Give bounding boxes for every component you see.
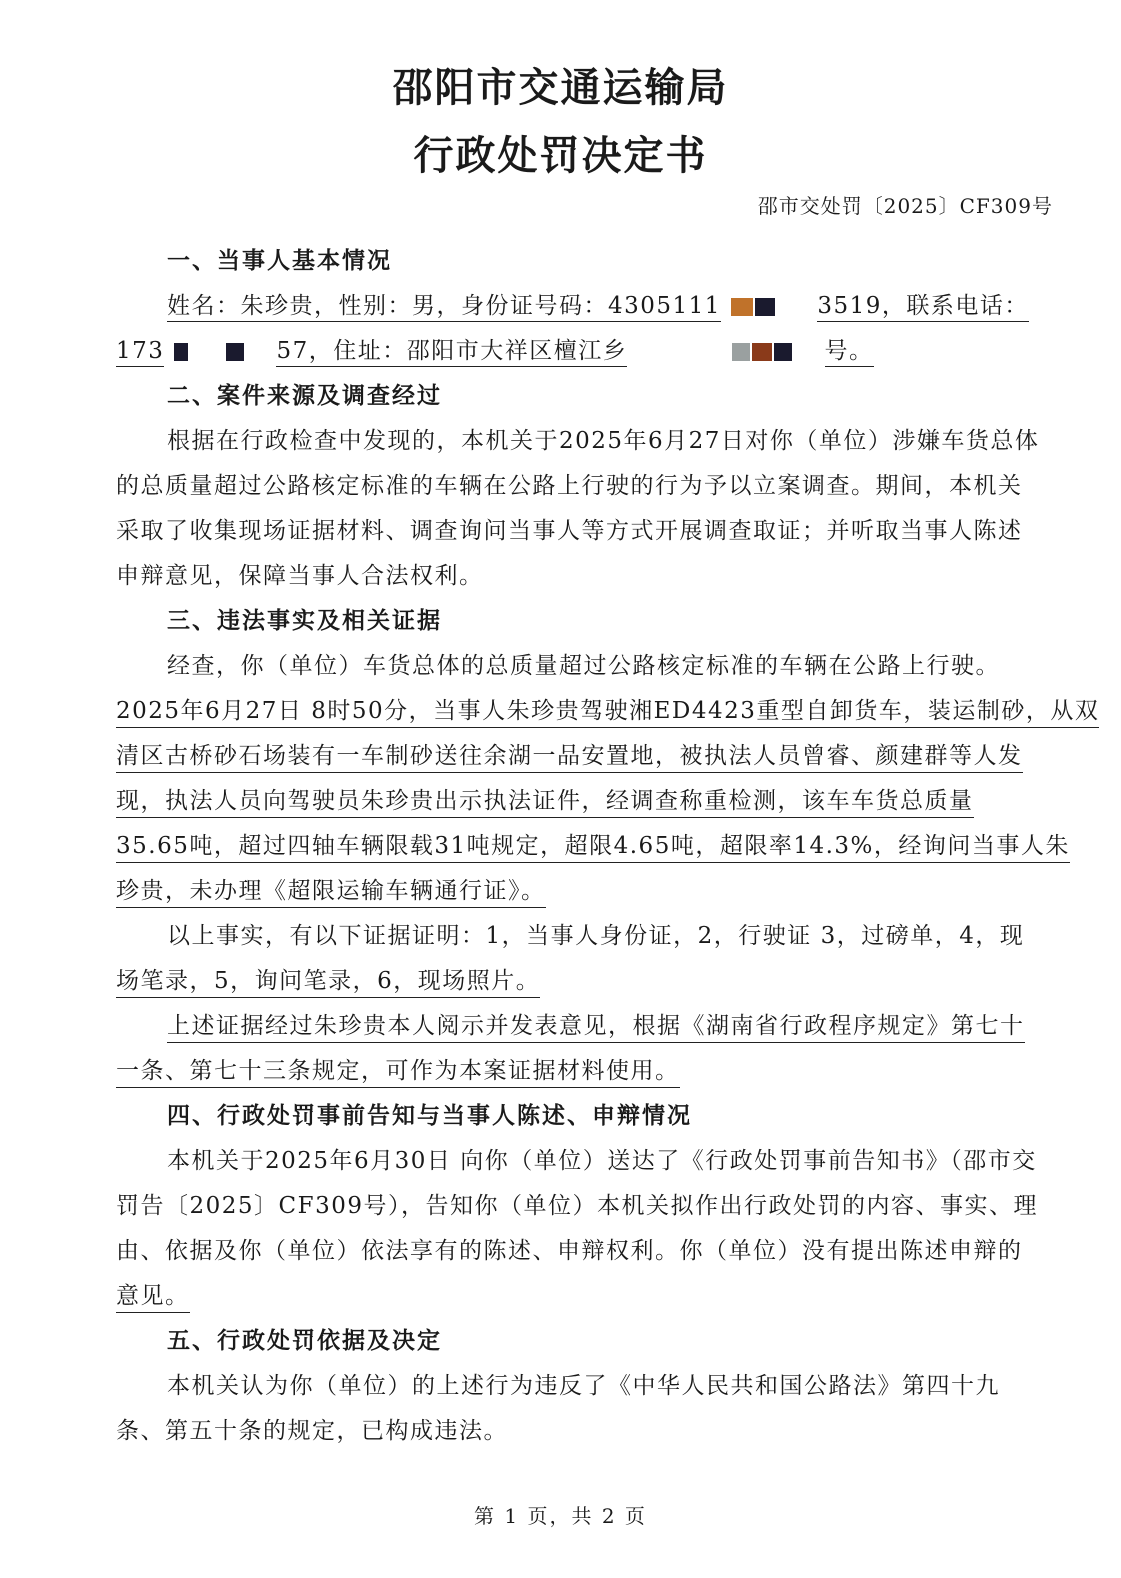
section-3-heading: 三、违法事实及相关证据 [167, 607, 442, 634]
paragraph-line: 上述证据经过朱珍贵本人阅示并发表意见，根据《湖南省行政程序规定》第七十 [167, 1007, 1025, 1043]
paragraph-line: 珍贵，未办理《超限运输车辆通行证》。 [116, 872, 546, 908]
party-info-line-1 [167, 287, 1029, 320]
redaction-block [755, 298, 775, 316]
paragraph-line: 的总质量超过公路核定标准的车辆在公路上行驶的行为予以立案调查。期间，本机关 [116, 473, 1023, 499]
section-5-heading: 五、行政处罚依据及决定 [167, 1327, 442, 1354]
paragraph-line: 清区古桥砂石场装有一车制砂送往余湖一品安置地，被执法人员曾睿、颜建群等人发 [116, 737, 1023, 773]
paragraph-line: 2025年6月27日 8时50分，当事人朱珍贵驾驶湘ED4423重型自卸货车，装运制砂，从双 [116, 692, 1099, 728]
paragraph-line: 一条、第七十三条规定，可作为本案证据材料使用。 [116, 1052, 680, 1088]
address-end: 号。 [825, 338, 874, 367]
redaction-block [731, 298, 753, 316]
redaction-block [174, 343, 188, 361]
paragraph-line: 采取了收集现场证据材料、调查询问当事人等方式开展调查取证；并听取当事人陈述 [116, 518, 1023, 544]
section-2-heading: 二、案件来源及调查经过 [167, 382, 442, 409]
paragraph-line: 条、第五十条的规定，已构成违法。 [116, 1418, 508, 1444]
document-title: 行政处罚决定书 [413, 132, 708, 179]
redaction-block [732, 343, 750, 361]
agency-title: 邵阳市交通运输局 [392, 64, 729, 111]
paragraph-line: 罚告〔2025〕CF309号），告知你（单位）本机关拟作出行政处罚的内容、事实、理 [116, 1193, 1038, 1219]
party-name-id: 姓名：朱珍贵，性别：男，身份证号码：4305111 [167, 293, 721, 322]
paragraph-line: 意见。 [116, 1277, 190, 1313]
paragraph-line: 35.65吨，超过四轴车辆限载31吨规定，超限4.65吨，超限率14.3%，经询问当事人朱 [116, 827, 1070, 863]
party-info-line-2 [116, 332, 874, 365]
evidence-line: 以上事实，有以下证据证明：1，当事人身份证，2，行驶证 3，过磅单，4，现 [167, 923, 1025, 949]
paragraph-line: 由、依据及你（单位）依法享有的陈述、申辩权利。你（单位）没有提出陈述申辩的 [116, 1238, 1023, 1264]
redaction-block [226, 343, 244, 361]
paragraph-line: 本机关认为你（单位）的上述行为违反了《中华人民共和国公路法》第四十九 [167, 1373, 1000, 1399]
phone-prefix: 173 [116, 338, 164, 367]
paragraph-line: 申辩意见，保障当事人合法权利。 [116, 563, 484, 589]
section-4-heading: 四、行政处罚事前告知与当事人陈述、申辩情况 [167, 1102, 692, 1129]
address: 57，住址：邵阳市大祥区檀江乡 [276, 338, 627, 367]
evidence-line: 场笔录，5，询问笔录，6，现场照片。 [116, 962, 540, 998]
redaction-block [752, 343, 772, 361]
paragraph-line: 现，执法人员向驾驶员朱珍贵出示执法证件，经调查称重检测，该车车货总质量 [116, 782, 974, 818]
paragraph-line: 经查，你（单位）车货总体的总质量超过公路核定标准的车辆在公路上行驶。 [167, 653, 1000, 679]
party-id-tail-phone: 3519，联系电话： [817, 293, 1029, 322]
section-1-heading: 一、当事人基本情况 [167, 247, 392, 274]
paragraph-line: 本机关于2025年6月30日 向你（单位）送达了《行政处罚事前告知书》（邵市交 [167, 1148, 1037, 1174]
redaction-block [774, 343, 792, 361]
paragraph-line: 根据在行政检查中发现的，本机关于2025年6月27日对你（单位）涉嫌车货总体 [167, 428, 1040, 454]
page-number: 第 1 页，共 2 页 [474, 1504, 647, 1528]
document-number: 邵市交处罚〔2025〕CF309号 [757, 194, 1053, 218]
